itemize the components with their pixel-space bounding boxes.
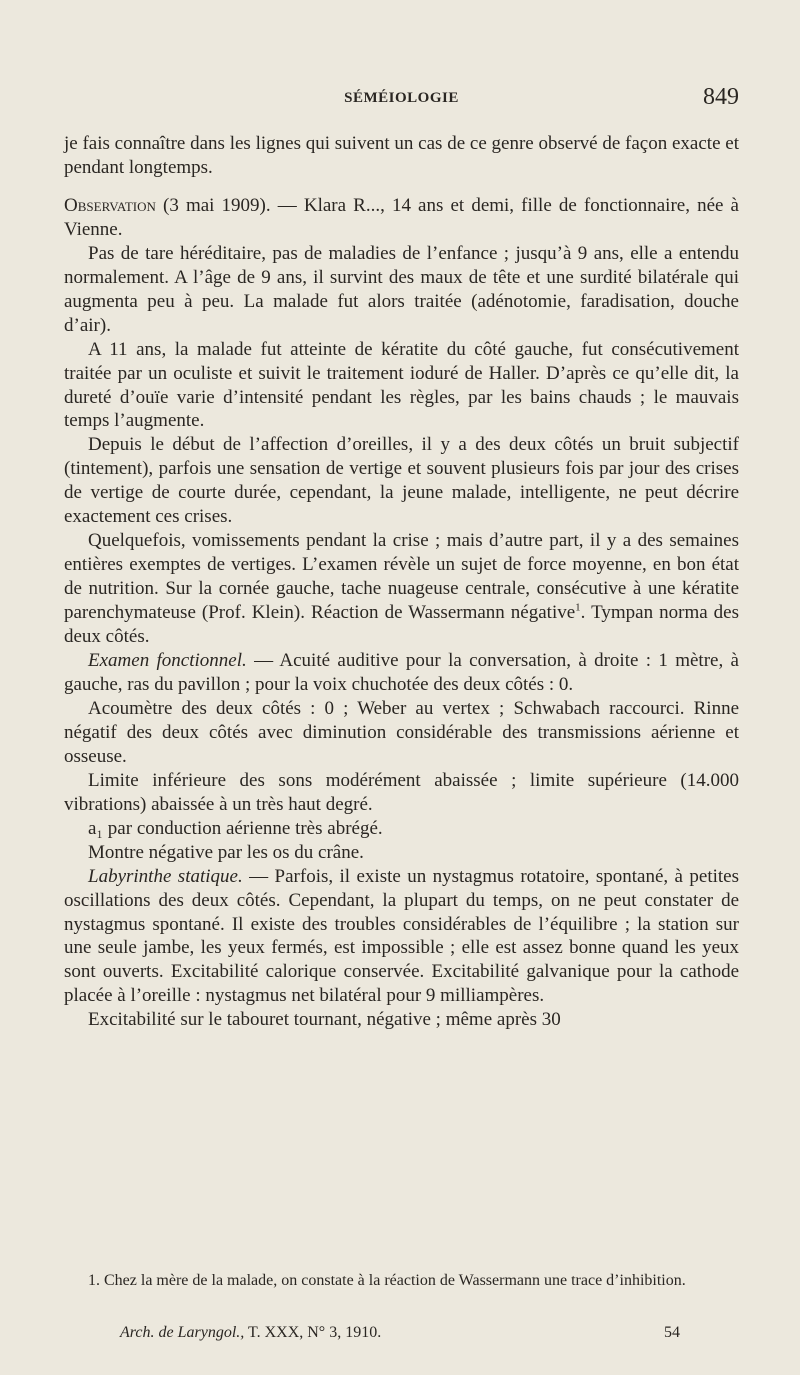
footnote-marker: 1: [575, 601, 581, 614]
examination-period: .: [580, 602, 586, 624]
labyrinthe-heading: Labyrinthe statique.: [88, 865, 243, 887]
running-title: SÉMÉIOLOGIE: [344, 90, 459, 106]
paragraph-symptoms: Depuis le début de l’affection d’oreilles, il y a des deux côtés un bruit subjectif (tintement), parfois une sensation de vertige et souvent plusieurs fois par jour des crises de vertige de courte durée, cependant, la jeune malade, intelligente, ne peut décrire exactement ces crises.: [64, 434, 739, 528]
observation-text: (3 mai 1909). — Klara R..., 14 ans et demi, fille de fonctionnaire, née à Vienne.: [64, 194, 739, 240]
examen-heading: Examen fonctionnel.: [88, 650, 247, 672]
paragraph-keratitis: A 11 ans, la malade fut atteinte de kératite du côté gauche, fut consécutivement traitée par un oculiste et suivit le traitement ioduré de Haller. D’après ce qu’elle dit, la dureté d’ouïe varie d’intensité pendant les règles, par les bains chauds ; le mauvais temps l’augmente.: [64, 338, 739, 432]
paragraph-examination: [64, 529, 739, 649]
paragraph-montre: Montre négative par les os du crâne.: [88, 841, 364, 863]
footnote-number: 1.: [88, 1272, 100, 1289]
paragraph-conduction: a₁ par conduction aérienne très abrégé.: [88, 817, 383, 839]
observation-label: Observation: [64, 194, 156, 216]
tympan-text: Tympan norma des deux côtés.: [64, 602, 740, 648]
observation-paragraph: [64, 194, 739, 242]
paragraph-labyrinthe: [64, 865, 739, 1009]
paragraph-examen-fonctionnel: [64, 649, 739, 697]
body-text: [64, 132, 739, 1032]
labyrinthe-text: — Parfois, il existe un nystagmus rotatoire, spontané, à petites oscillations des deux côtés. Cependant, la plupart du temps, on ne peut constater de nystagmus spontané. Il existe des troubles considérables de l’équilibre ; la station sur une seule jambe, les yeux fermés, est impossible ; elle est assez bonne quand les yeux sont ouverts. Excitabilité calorique conservée. Excitabilité galvanique pour la cathode placée à l’oreille : nystagmus net bilatéral pour 9 milliampères.: [64, 865, 739, 1007]
footnote: [64, 1270, 739, 1292]
page-header: [64, 84, 739, 114]
paragraph-acoumetre: Acoumètre des deux côtés : 0 ; Weber au vertex ; Schwabach raccourci. Rinne négatif des deux côtés avec diminution considérable des transmissions aérienne et osseuse.: [64, 697, 739, 767]
signature-journal: Arch. de Laryngol., T. XXX, N° 3, 1910.: [120, 1324, 382, 1341]
examen-text: — Acuité auditive pour la conversation, à droite : 1 mètre, à gauche, ras du pavillon ; pour la voix chuchotée des deux côtés : 0.: [64, 650, 739, 695]
paragraph-tabouret: Excitabilité sur le tabouret tournant, négative ; même après 30: [88, 1009, 561, 1031]
paragraph-history: Pas de tare héréditaire, pas de maladies de l’enfance ; jusqu’à 9 ans, elle a entendu normalement. A l’âge de 9 ans, il survint des maux de tête et une surdité bilatérale qui augmenta peu à peu. La malade fut alors traitée (adénotomie, faradisation, douche d’air).: [64, 242, 739, 336]
signature-line: [120, 1324, 680, 1342]
examination-text: Quelquefois, vomissements pendant la crise ; mais d’autre part, il y a des semaines entières exemptes de vertiges. L’examen révèle un sujet de force moyenne, en bon état de nutrition. Sur la cornée gauche, tache nuageuse centrale, consécutive à une kératite parenchymateuse (Prof. Klein). Réaction de Wassermann négative: [64, 530, 739, 624]
footnote-text: Chez la mère de la malade, on constate à la réaction de Wassermann une trace d’inhibition.: [100, 1272, 686, 1289]
paragraph-limite: Limite inférieure des sons modérément abaissée ; limite supérieure (14.000 vibrations) abaissée à un très haut degré.: [64, 769, 739, 815]
page-number: 849: [703, 84, 739, 110]
signature-sheet: 54: [664, 1324, 680, 1341]
intro-paragraph: je fais connaître dans les lignes qui suivent un cas de ce genre observé de façon exacte et pendant longtemps.: [64, 133, 739, 178]
